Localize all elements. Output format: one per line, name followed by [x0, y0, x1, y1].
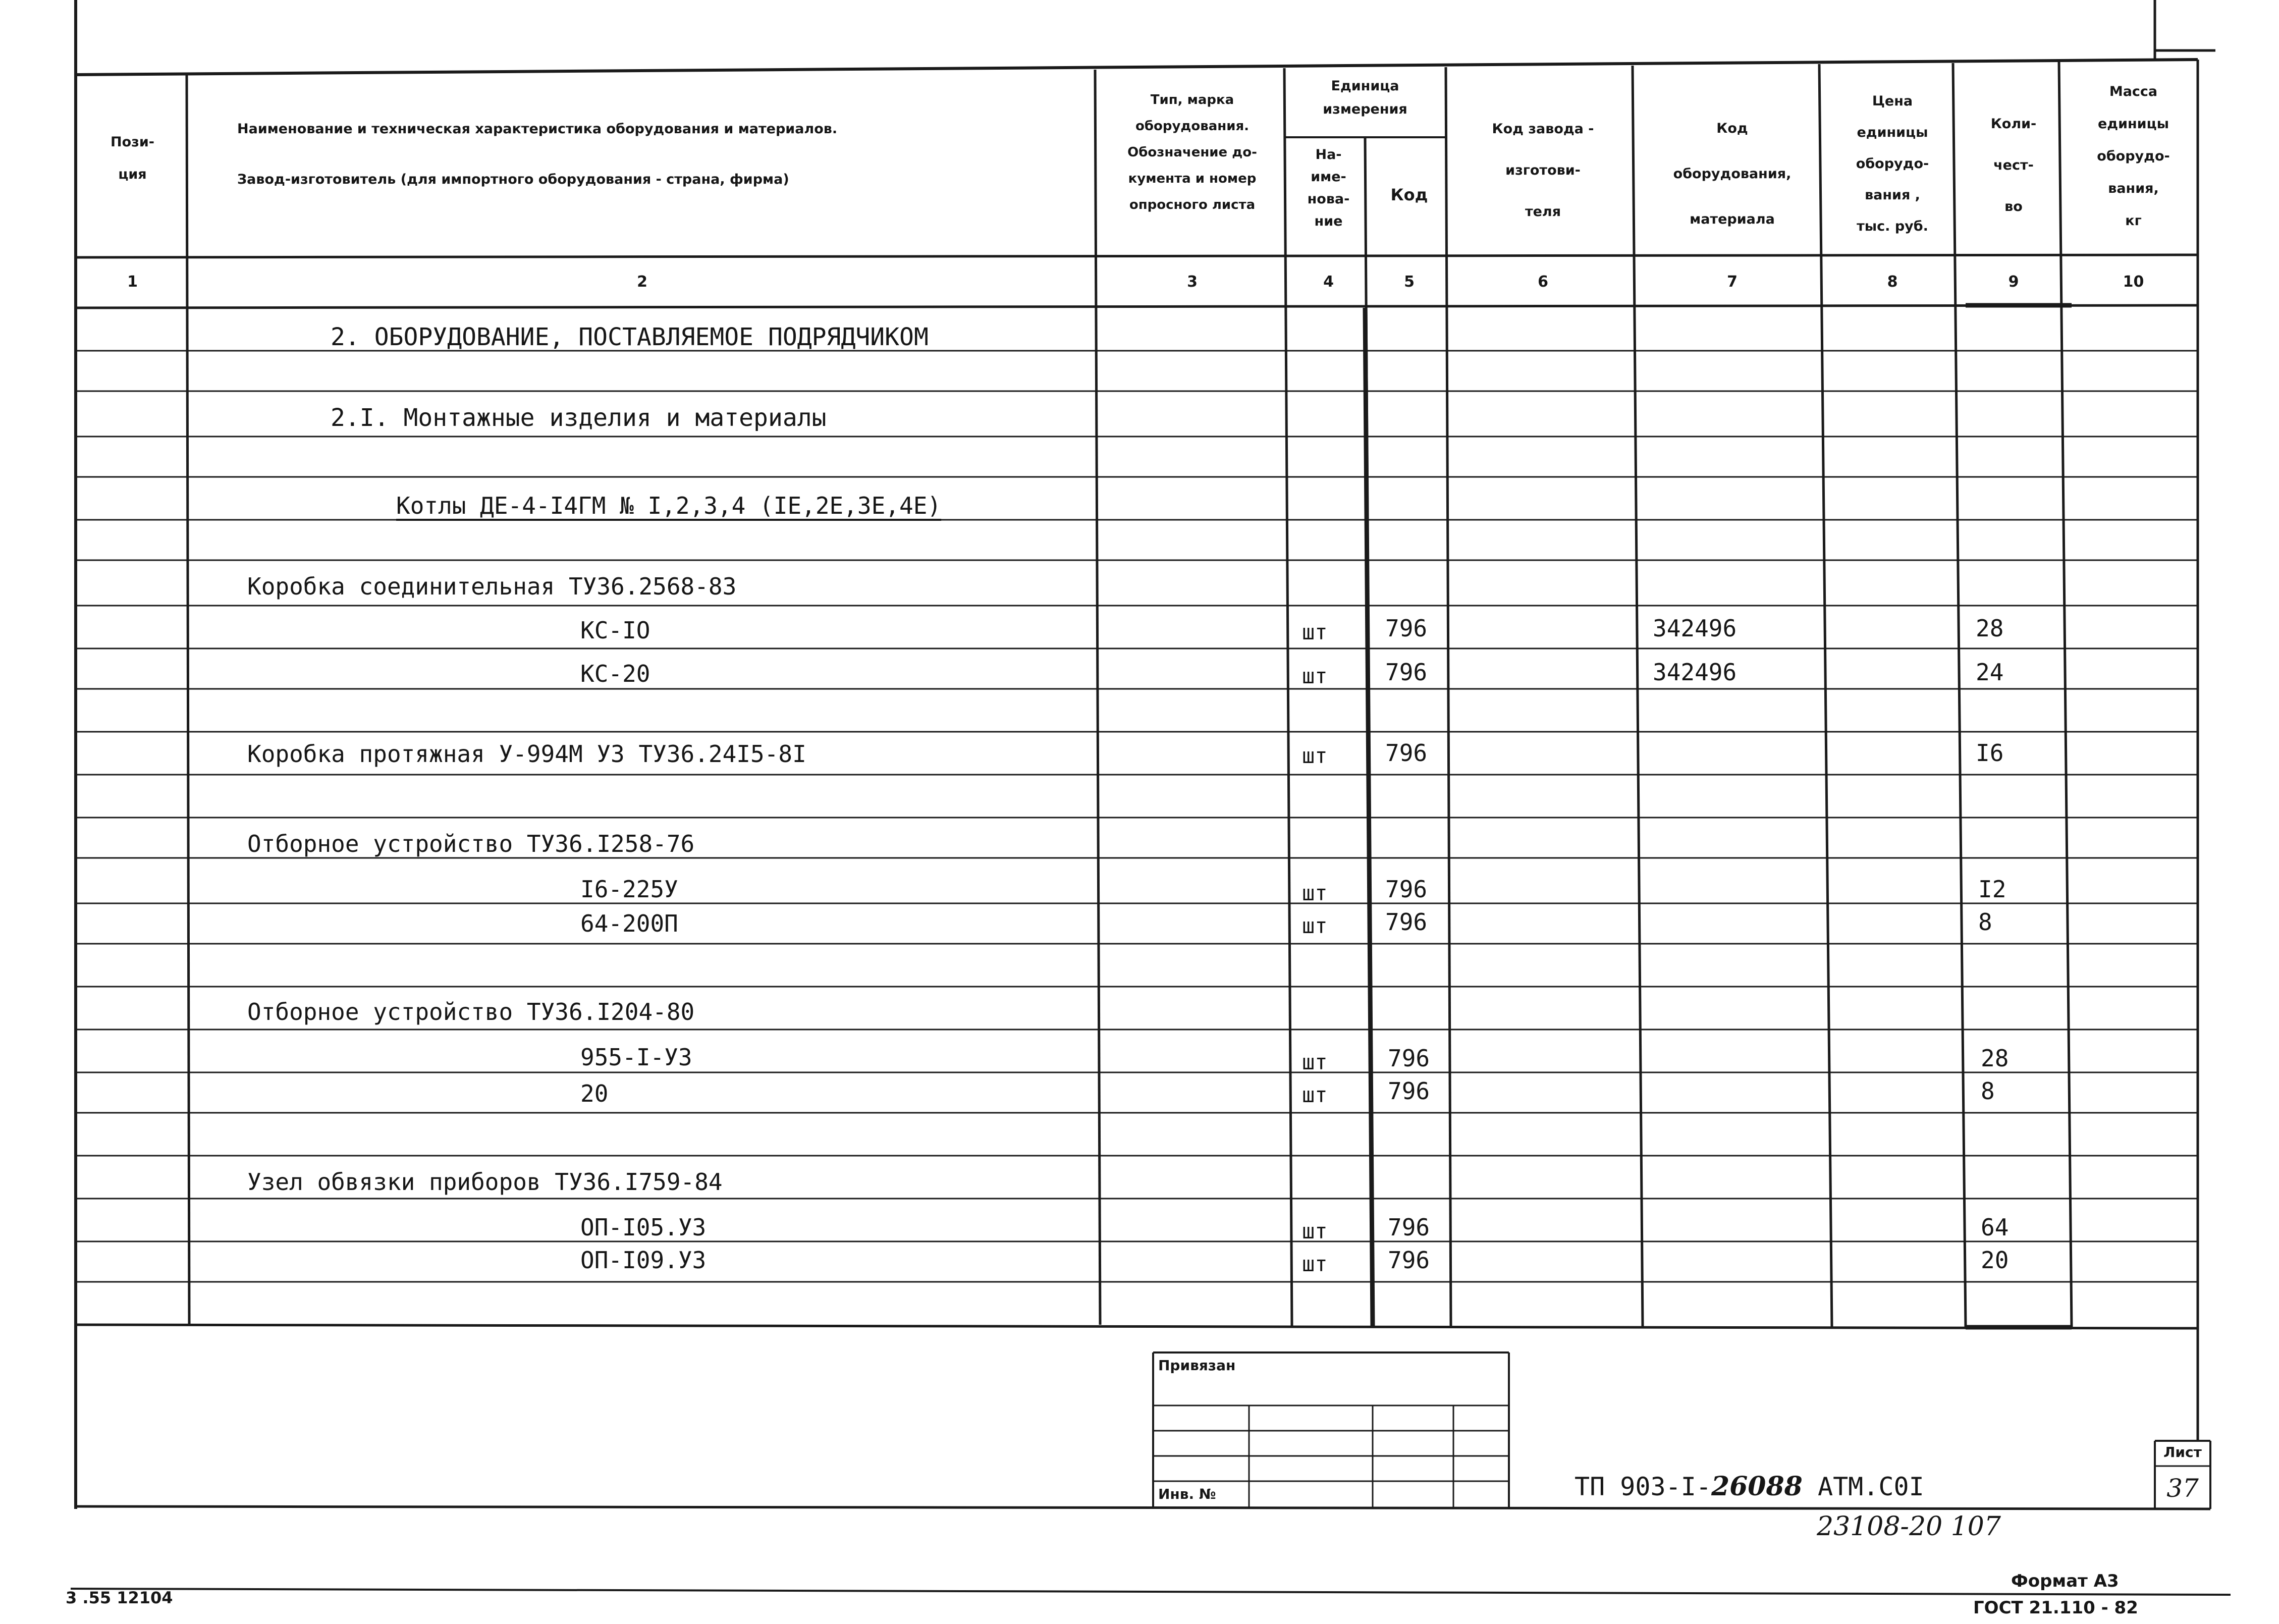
- unit-code: 796: [1388, 1214, 1430, 1241]
- quantity-value: 28: [1976, 615, 2004, 642]
- quantity-value: 20: [1981, 1247, 2009, 1274]
- item-name: I6-225У: [580, 876, 678, 903]
- col-number-5: 5: [1404, 273, 1415, 291]
- item-name: Отборное устройство ТУ36.I204-80: [247, 998, 695, 1025]
- item-name: КС-20: [580, 660, 650, 687]
- sheet-number: 37: [2166, 1474, 2199, 1503]
- doc-code-suffix: АТМ.С0I: [1802, 1472, 1924, 1501]
- unit-code: 796: [1388, 1247, 1430, 1274]
- unit-name: шт: [1302, 664, 1328, 688]
- unit-name: шт: [1302, 1219, 1328, 1243]
- header-unit-group: Единица измерения: [1323, 78, 1407, 117]
- format-label: Формат А3: [2011, 1571, 2119, 1591]
- header-position: Пози- ция: [111, 134, 154, 182]
- col-number-4: 4: [1323, 273, 1334, 291]
- subsection-heading: 2.I. Монтажные изделия и материалы: [331, 404, 827, 432]
- stamp-privyazan: Привязан: [1158, 1357, 1236, 1374]
- group-heading: Котлы ДЕ-4-I4ГМ № I,2,3,4 (IE,2E,3E,4E): [396, 492, 942, 519]
- header-name-line2: Завод-изготовитель (для импортного оборудования - страна, фирма): [237, 172, 789, 187]
- gost-label: ГОСТ 21.110 - 82: [1973, 1598, 2138, 1618]
- quantity-value: I2: [1978, 876, 2006, 903]
- col-number-1: 1: [127, 273, 138, 291]
- unit-code: 796: [1388, 1045, 1430, 1072]
- quantity-value: 8: [1981, 1077, 1995, 1105]
- stamp-inventory: Инв. №: [1158, 1486, 1216, 1502]
- item-name: КС-IO: [580, 617, 650, 644]
- item-name: Коробка протяжная У-994М УЗ ТУ36.24I5-8I: [247, 740, 806, 768]
- col-number-2: 2: [637, 273, 647, 291]
- doc-code-handwritten: 26088: [1711, 1471, 1803, 1502]
- item-name: 955-I-У3: [580, 1044, 692, 1071]
- col-number-8: 8: [1887, 273, 1898, 291]
- doc-code-prefix: ТП 903-I-: [1575, 1472, 1711, 1501]
- header-name-line1: Наименование и техническая характеристика оборудования и материалов.: [237, 121, 838, 137]
- unit-name: шт: [1302, 1252, 1328, 1276]
- col-number-3: 3: [1187, 273, 1198, 291]
- unit-name: шт: [1302, 620, 1328, 644]
- quantity-value: 28: [1981, 1045, 2009, 1072]
- document-code: [1575, 1471, 1924, 1502]
- item-name: 64-200П: [580, 910, 678, 937]
- handwritten-number: 23108-20 107: [1817, 1511, 2001, 1542]
- quantity-value: 24: [1976, 659, 2004, 686]
- unit-name: шт: [1302, 881, 1328, 905]
- header-unit-code: Код: [1390, 185, 1428, 204]
- col-number-9: 9: [2008, 273, 2019, 291]
- unit-code: 796: [1385, 659, 1428, 686]
- unit-code: 796: [1388, 1077, 1430, 1105]
- unit-code: 796: [1385, 908, 1428, 936]
- sheet-label: Лист: [2163, 1444, 2202, 1460]
- col-number-7: 7: [1727, 273, 1738, 291]
- header-unit-name: На- име- нова- ние: [1307, 147, 1350, 229]
- unit-code: 796: [1385, 876, 1428, 903]
- material-code: 342496: [1653, 659, 1737, 686]
- quantity-value: I6: [1976, 739, 2004, 767]
- section-heading: 2. ОБОРУДОВАНИЕ, ПОСТАВЛЯЕМОЕ ПОДРЯДЧИКОМ: [331, 323, 929, 351]
- unit-code: 796: [1385, 739, 1428, 767]
- col-number-6: 6: [1538, 273, 1548, 291]
- unit-name: шт: [1302, 743, 1328, 768]
- item-name: Отборное устройство ТУ36.I258-76: [247, 830, 695, 857]
- header-factory-code: Код завода - изготови- теля: [1492, 121, 1594, 220]
- quantity-value: 8: [1978, 908, 1992, 936]
- header-quantity: Коли- чест- во: [1990, 116, 2037, 214]
- material-code: 342496: [1653, 615, 1737, 642]
- col-number-10: 10: [2123, 273, 2144, 291]
- unit-name: шт: [1302, 913, 1328, 938]
- quantity-value: 64: [1981, 1214, 2009, 1241]
- header-price: Цена единицы оборудо- вания , тыс. руб.: [1856, 93, 1929, 234]
- item-name: Узел обвязки приборов ТУ36.I759-84: [247, 1168, 723, 1196]
- item-name: ОП-I09.У3: [580, 1247, 707, 1274]
- header-mass: Масса единицы оборудо- вания, кг: [2097, 84, 2170, 229]
- footer-left-code: 3 .55 12104: [66, 1588, 173, 1607]
- header-type: Тип, марка оборудования. Обозначение до- кумента и номер опросного листа: [1127, 92, 1257, 212]
- unit-name: шт: [1302, 1050, 1328, 1074]
- unit-code: 796: [1385, 615, 1428, 642]
- item-name: 20: [580, 1080, 609, 1107]
- header-material-code: Код оборудования, материала: [1673, 121, 1792, 227]
- item-name: Коробка соединительная ТУ36.2568-83: [247, 573, 737, 600]
- unit-name: шт: [1302, 1082, 1328, 1107]
- item-name: ОП-I05.У3: [580, 1214, 707, 1241]
